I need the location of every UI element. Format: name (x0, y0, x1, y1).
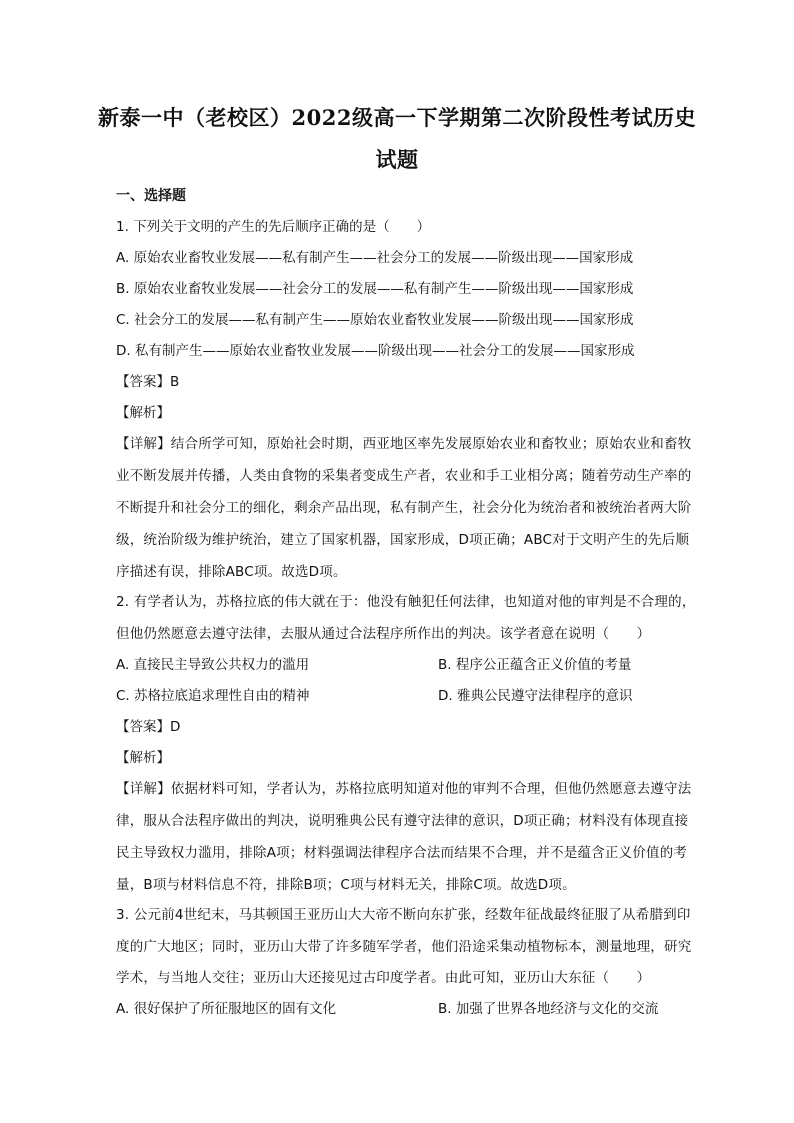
q3-stem-line: 学术，与当地人交往；亚历山大还接见过古印度学者。由此可知，亚历山大东征（ ） (116, 970, 651, 986)
q1-analysis-label: 【解析】 (116, 405, 170, 421)
q1-option-b: B. 原始农业畜牧业发展——社会分工的发展——私有制产生——阶级出现——国家形成 (116, 281, 634, 297)
q1-option-a: A. 原始农业畜牧业发展——私有制产生——社会分工的发展——阶级出现——国家形成 (116, 250, 634, 266)
q3-option-a: A. 很好保护了所征服地区的固有文化 (116, 1001, 337, 1017)
q1-stem: 1. 下列关于文明的产生的先后顺序正确的是（ ） (116, 219, 431, 235)
q2-option-a: A. 直接民主导致公共权力的滥用 (116, 657, 310, 673)
q1-option-d: D. 私有制产生——原始农业畜牧业发展——阶级出现——社会分工的发展——国家形成 (116, 343, 635, 359)
section-heading: 一、选择题 (116, 188, 186, 204)
q2-stem-line: 但他仍然愿意去遵守法律，去服从通过合法程序所作出的判决。该学者意在说明（ ） (116, 626, 651, 642)
q3-stem-line: 3. 公元前4世纪末，马其顿国王亚历山大大帝不断向东扩张，经数年征战最终征服了从希腊到印 (116, 907, 691, 923)
q2-stem-line: 2. 有学者认为，苏格拉底的伟大就在于：他没有触犯任何法律，也知道对他的审判是不合理的， (116, 594, 696, 610)
q2-option-d: D. 雅典公民遵守法律程序的意识 (438, 688, 633, 704)
q1-detail-line: 业不断发展并传播，人类由食物的采集者变成生产者，农业和手工业相分离；随着劳动生产率的 (116, 468, 692, 484)
q1-option-c: C. 社会分工的发展——私有制产生——原始农业畜牧业发展——阶级出现——国家形成 (116, 312, 634, 328)
q1-detail-line: 序描述有误，排除ABC项。故选D项。 (116, 564, 347, 580)
q3-stem-line: 度的广大地区；同时，亚历山大带了许多随军学者，他们沿途采集动植物标本，测量地理，研究 (116, 939, 692, 955)
q3-option-b: B. 加强了世界各地经济与文化的交流 (438, 1001, 659, 1017)
document-title-line2: 试题 (375, 147, 419, 172)
q2-analysis-label: 【解析】 (116, 750, 170, 766)
q2-detail-line: 【详解】依据材料可知，学者认为，苏格拉底明知道对他的审判不合理，但他仍然愿意去遵守法 (116, 781, 692, 797)
q1-detail-line: 不断提升和社会分工的细化，剩余产品出现，私有制产生，社会分化为统治者和被统治者两大阶 (116, 500, 692, 516)
q1-detail-line: 级，统治阶级为维护统治，建立了国家机器，国家形成，D项正确；ABC对于文明产生的先后顺 (116, 532, 690, 548)
q2-answer: 【答案】D (116, 719, 181, 735)
q2-detail-line: 律，服从合法程序做出的判决，说明雅典公民有遵守法律的意识，D项正确；材料没有体现直接 (116, 813, 689, 829)
q2-option-c: C. 苏格拉底追求理性自由的精神 (116, 688, 310, 704)
document-title-line1: 新泰一中（老校区）2022级高一下学期第二次阶段性考试历史 (98, 105, 696, 130)
q2-detail-line: 民主导致权力滥用，排除A项；材料强调法律程序合法而结果不合理，并不是蕴含正义价值的考 (116, 845, 688, 861)
q2-option-b: B. 程序公正蕴含正义价值的考量 (438, 657, 632, 673)
q1-detail-line: 【详解】结合所学可知，原始社会时期，西亚地区率先发展原始农业和畜牧业；原始农业和畜牧 (116, 436, 692, 452)
q1-answer: 【答案】B (116, 374, 180, 390)
q2-detail-line: 量，B项与材料信息不符，排除B项；C项与材料无关，排除C项。故选D项。 (116, 877, 576, 893)
